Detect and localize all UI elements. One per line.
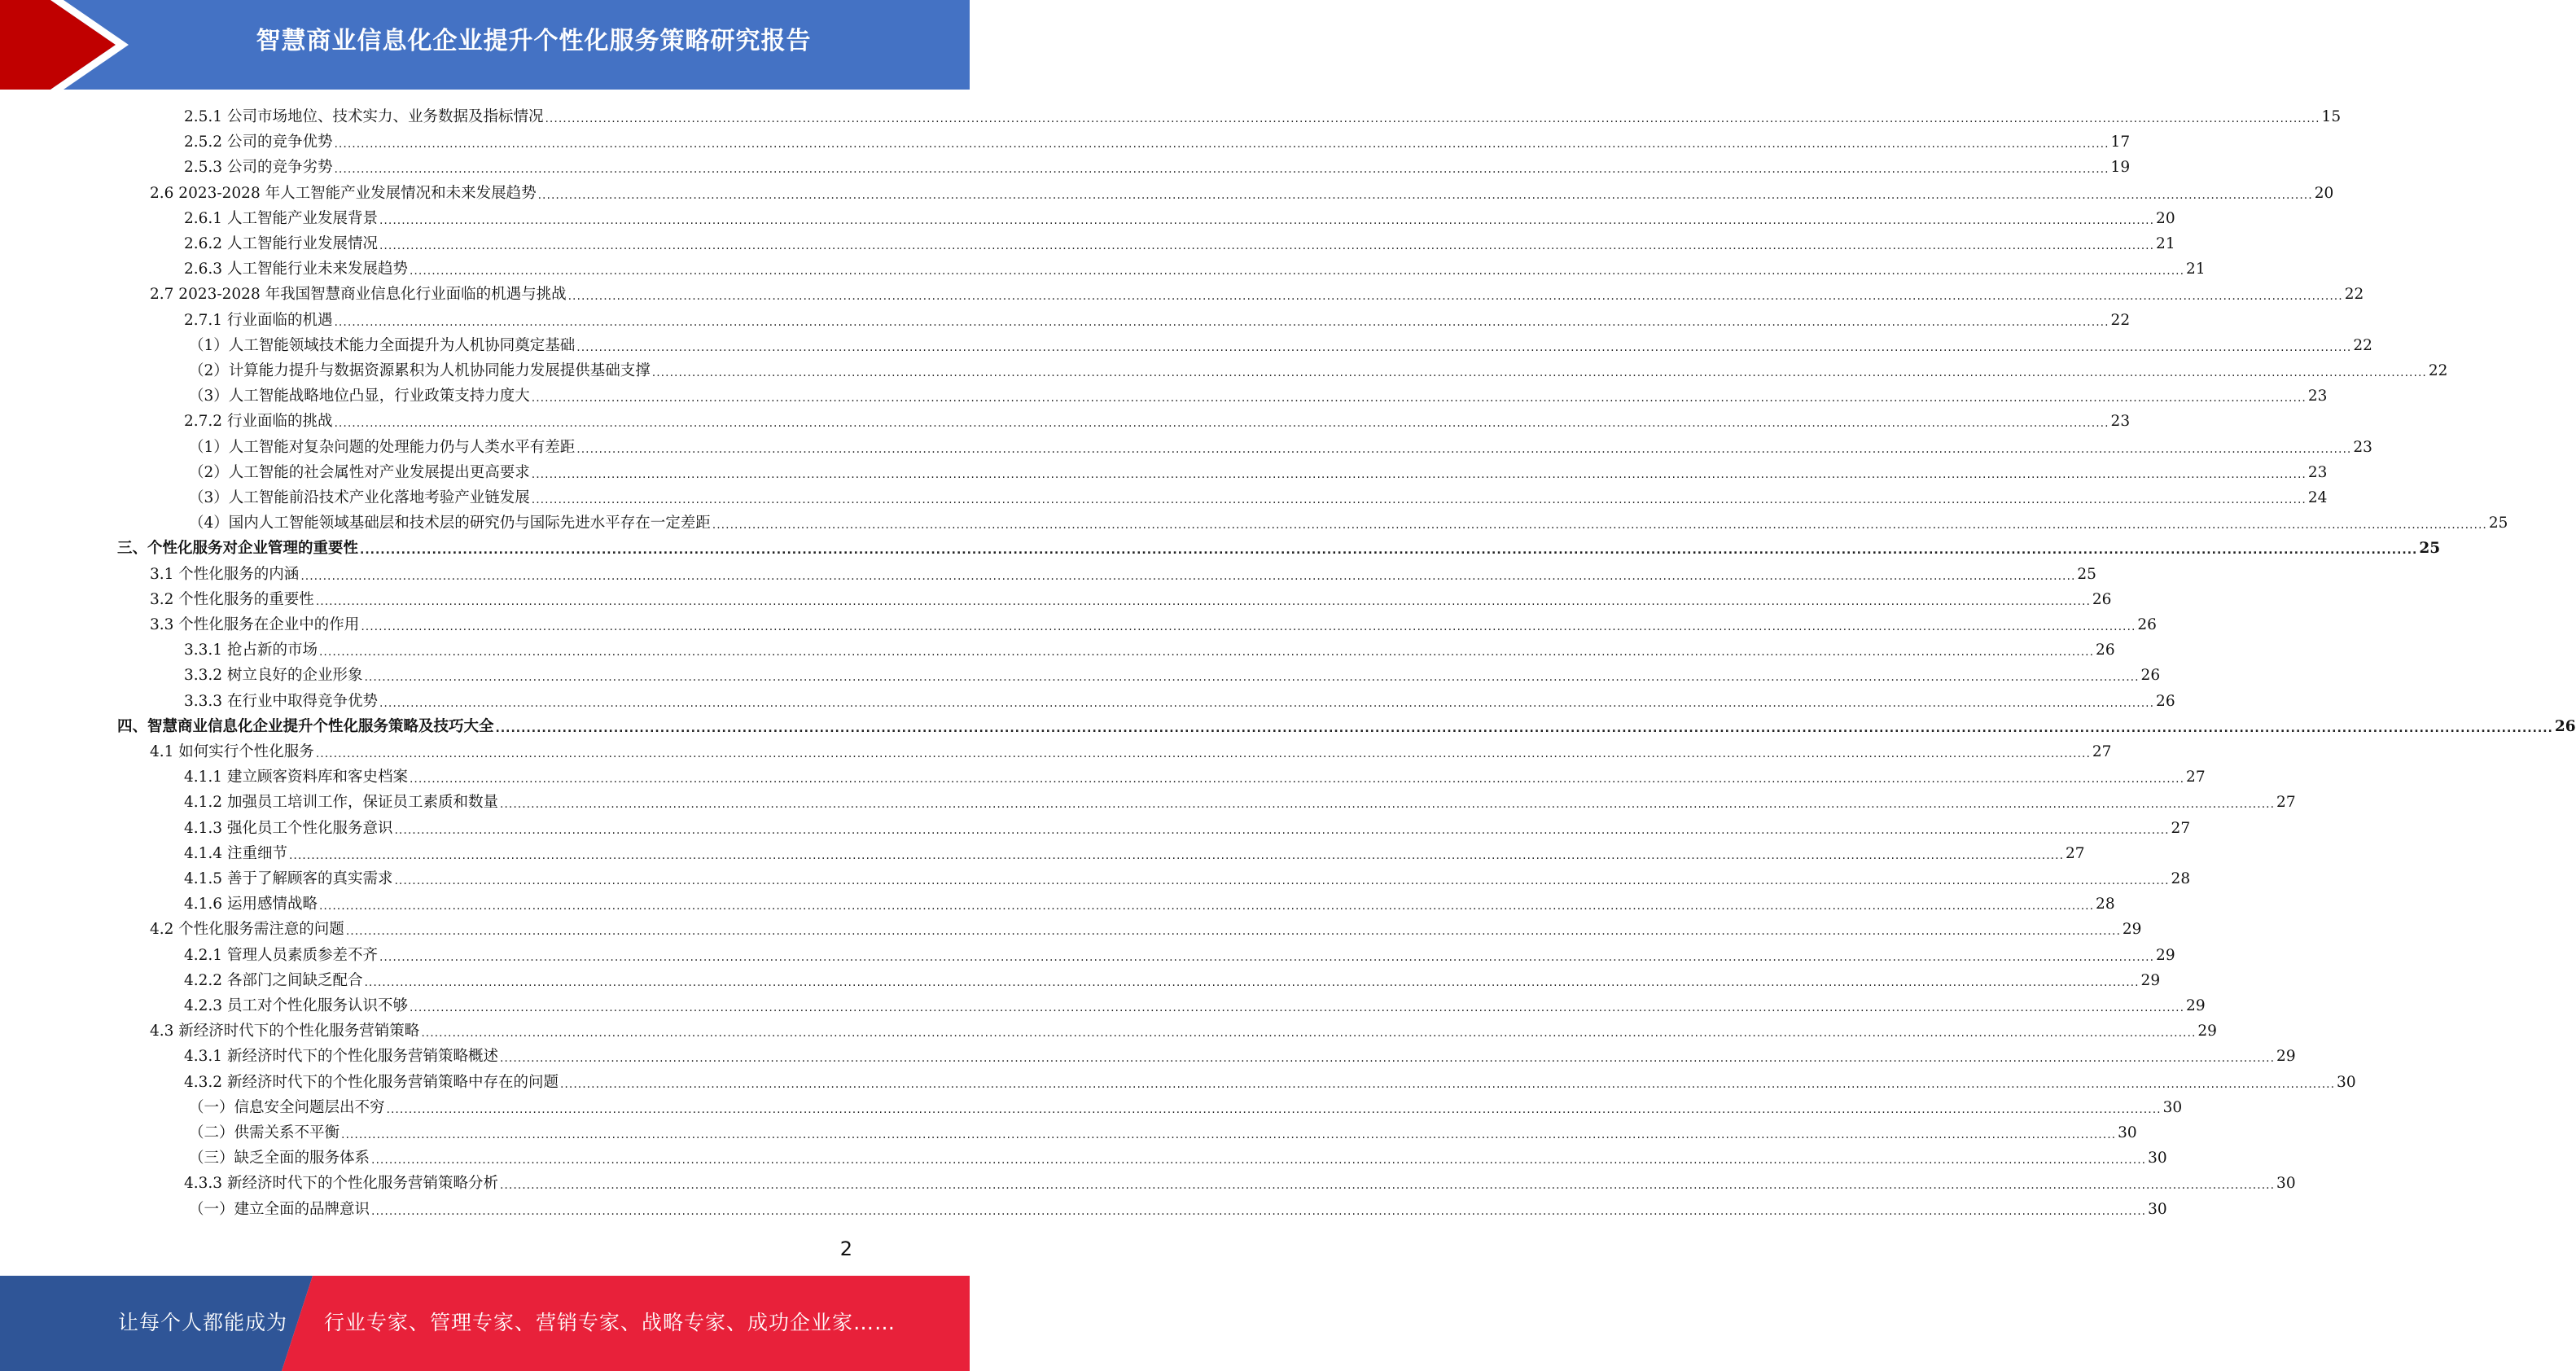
toc-entry-label: 4.2.1 管理人员素质参差不齐 (184, 946, 378, 964)
toc-dot-leader: ................................................................................................................................................................................................................................................................................................................................................................................................................ (531, 467, 2307, 481)
toc-entry-label: 4.1 如何实行个性化服务 (150, 743, 314, 760)
toc-entry-page: 27 (2171, 819, 2191, 837)
toc-entry-page: 26 (2137, 616, 2157, 633)
toc-dot-leader: ................................................................................................................................................................................................................................................................................................................................................................................................................ (499, 1179, 2276, 1193)
toc-dot-leader: ................................................................................................................................................................................................................................................................................................................................................................................................................ (499, 1052, 2276, 1066)
toc-dot-leader: ................................................................................................................................................................................................................................................................................................................................................................................................................ (531, 392, 2307, 405)
toc-dot-leader: ................................................................................................................................................................................................................................................................................................................................................................................................................ (567, 290, 2343, 304)
toc-entry[interactable] (184, 256, 2206, 282)
toc-entry-page: 23 (2307, 388, 2328, 405)
toc-entry-label: 4.3.2 新经济时代下的个性化服务营销策略中存在的问题 (184, 1073, 559, 1091)
toc-entry-page: 30 (2162, 1098, 2183, 1116)
toc-entry-page: 30 (2118, 1124, 2137, 1141)
toc-entry-label: 2.7.2 行业面临的挑战 (184, 413, 333, 431)
toc-entry[interactable] (117, 714, 2576, 739)
toc-entry-label: （三）缺乏全面的服务体系 (189, 1150, 370, 1167)
toc-entry-page: 30 (2148, 1150, 2167, 1167)
toc-dot-leader: ................................................................................................................................................................................................................................................................................................................................................................................................................ (409, 773, 2185, 786)
toc-dot-leader: ................................................................................................................................................................................................................................................................................................................................................................................................................ (345, 925, 2121, 939)
toc-entry[interactable] (189, 510, 2508, 536)
toc-entry[interactable] (184, 231, 2175, 256)
toc-entry[interactable] (184, 308, 2131, 333)
toc-entry[interactable] (184, 409, 2131, 434)
toc-entry-label: （一）信息安全问题层出不穷 (189, 1098, 385, 1116)
toc-entry-label: 2.6 2023-2028 年人工智能产业发展情况和未来发展趋势 (150, 184, 537, 202)
toc-entry-page: 15 (2321, 108, 2342, 125)
toc-entry-page: 27 (2276, 794, 2296, 812)
toc-entry[interactable] (189, 333, 2372, 358)
report-title: 智慧商业信息化企业提升个性化服务策略研究报告 (256, 27, 812, 55)
toc-entry-label: （2）计算能力提升与数据资源累积为人机协同能力发展提供基础支撑 (189, 362, 651, 379)
toc-entry[interactable] (184, 841, 2085, 866)
toc-dot-leader: ................................................................................................................................................................................................................................................................................................................................................................................................................ (360, 544, 2418, 558)
toc-dot-leader: ................................................................................................................................................................................................................................................................................................................................................................................................................ (379, 239, 2155, 252)
toc-dot-leader: ................................................................................................................................................................................................................................................................................................................................................................................................................ (364, 975, 2140, 989)
toc-dot-leader: ................................................................................................................................................................................................................................................................................................................................................................................................................ (300, 569, 2076, 583)
toc-dot-leader: ................................................................................................................................................................................................................................................................................................................................................................................................................ (559, 1077, 2336, 1091)
toc-entry-label: 3.2 个性化服务的重要性 (150, 590, 314, 608)
toc-dot-leader: ................................................................................................................................................................................................................................................................................................................................................................................................................ (394, 874, 2170, 887)
toc-entry-label: （4）国内人工智能领域基础层和技术层的研究仍与国际先进水平存在一定差距 (189, 515, 711, 532)
toc-entry-label: 4.3.3 新经济时代下的个性化服务营销策略分析 (184, 1175, 498, 1193)
toc-entry[interactable] (150, 739, 2112, 764)
toc-entry-page: 29 (2122, 921, 2142, 939)
toc-entry[interactable] (184, 866, 2191, 891)
toc-entry-label: 4.2.3 员工对个性化服务认识不够 (184, 997, 408, 1014)
toc-entry[interactable] (150, 1018, 2217, 1044)
toc-entry-page: 22 (2428, 362, 2448, 379)
toc-dot-leader: ................................................................................................................................................................................................................................................................................................................................................................................................................ (288, 848, 2065, 862)
toc-entry[interactable] (189, 383, 2328, 409)
toc-entry-page: 22 (2110, 311, 2131, 329)
toc-entry-label: 4.1.5 善于了解顾客的真实需求 (184, 870, 393, 887)
toc-entry-label: 4.1.4 注重细节 (184, 844, 287, 862)
toc-dot-leader: ................................................................................................................................................................................................................................................................................................................................................................................................................ (545, 112, 2320, 125)
toc-dot-leader: ................................................................................................................................................................................................................................................................................................................................................................................................................ (394, 823, 2170, 837)
toc-dot-leader: ................................................................................................................................................................................................................................................................................................................................................................................................................ (537, 188, 2313, 202)
toc-entry-page: 26 (2096, 642, 2115, 659)
toc-entry-label: （一）建立全面的品牌意识 (189, 1200, 370, 1218)
toc-entry[interactable] (150, 181, 2334, 206)
toc-entry-page: 30 (2276, 1175, 2296, 1193)
toc-entry[interactable] (184, 1070, 2356, 1095)
toc-entry[interactable] (117, 536, 2441, 561)
toc-dot-leader: ................................................................................................................................................................................................................................................................................................................................................................................................................ (386, 1102, 2162, 1116)
toc-dot-leader: ................................................................................................................................................................................................................................................................................................................................................................................................................ (315, 594, 2091, 608)
toc-entry-page: 29 (2276, 1048, 2296, 1066)
toc-entry-label: 4.1.1 建立顾客资料库和客史档案 (184, 769, 408, 786)
toc-dot-leader: ................................................................................................................................................................................................................................................................................................................................................................................................................ (334, 315, 2109, 329)
toc-entry-label: 4.3.1 新经济时代下的个性化服务营销策略概述 (184, 1048, 498, 1066)
footer-slogan-right: 行业专家、管理专家、营销专家、战略专家、成功企业家…… (324, 1311, 896, 1334)
toc-entry-page: 30 (2337, 1073, 2356, 1091)
toc-entry-label: 4.1.6 运用感情战略 (184, 896, 318, 913)
toc-entry-label: 4.2.2 各部门之间缺乏配合 (184, 971, 363, 989)
toc-dot-leader: ................................................................................................................................................................................................................................................................................................................................................................................................................ (379, 696, 2155, 710)
toc-entry[interactable] (189, 460, 2328, 485)
toc-entry[interactable] (150, 282, 2364, 307)
toc-entry-page: 19 (2110, 159, 2131, 177)
toc-dot-leader: ................................................................................................................................................................................................................................................................................................................................................................................................................ (712, 519, 2487, 532)
toc-dot-leader: ................................................................................................................................................................................................................................................................................................................................................................................................................ (318, 646, 2095, 659)
toc-dot-leader: ................................................................................................................................................................................................................................................................................................................................................................................................................ (341, 1128, 2117, 1141)
toc-entry-page: 26 (2092, 590, 2112, 608)
toc-dot-leader: ................................................................................................................................................................................................................................................................................................................................................................................................................ (379, 950, 2155, 964)
toc-entry-label: 3.3.1 抢占新的市场 (184, 642, 318, 659)
toc-entry[interactable] (184, 968, 2161, 993)
toc-entry-page: 20 (2156, 209, 2175, 227)
toc-dot-leader: ................................................................................................................................................................................................................................................................................................................................................................................................................ (361, 620, 2136, 633)
toc-entry-page: 22 (2353, 336, 2372, 354)
toc-entry[interactable] (184, 790, 2296, 815)
toc-entry-page: 22 (2344, 286, 2364, 304)
toc-entry-label: （二）供需关系不平衡 (189, 1124, 340, 1141)
toc-entry[interactable] (184, 129, 2131, 155)
toc-entry-label: 2.7.1 行业面临的机遇 (184, 311, 333, 329)
toc-entry-label: 3.3.2 树立良好的企业形象 (184, 667, 363, 685)
toc-entry-page: 29 (2186, 997, 2206, 1014)
toc-entry-page: 29 (2140, 971, 2161, 989)
toc-dot-leader: ................................................................................................................................................................................................................................................................................................................................................................................................................ (421, 1027, 2197, 1040)
toc-entry-page: 29 (2197, 1023, 2217, 1040)
toc-entry-page: 28 (2171, 870, 2191, 887)
toc-entry[interactable] (184, 816, 2191, 841)
toc-entry-page: 25 (2419, 540, 2441, 558)
page-number: 2 (839, 1237, 852, 1260)
toc-entry[interactable] (184, 1044, 2296, 1069)
toc-dot-leader: ................................................................................................................................................................................................................................................................................................................................................................................................................ (576, 442, 2352, 456)
toc-entry-label: 四、智慧商业信息化企业提升个性化服务策略及技巧大全 (117, 717, 494, 735)
toc-entry-label: （3）人工智能前沿技术产业化落地考验产业链发展 (189, 489, 530, 506)
toc-dot-leader: ................................................................................................................................................................................................................................................................................................................................................................................................................ (576, 340, 2352, 354)
toc-entry-label: 2.6.2 人工智能行业发展情况 (184, 235, 378, 252)
toc-entry-label: 2.7 2023-2028 年我国智慧商业信息化行业面临的机遇与挑战 (150, 286, 567, 304)
toc-entry-label: （2）人工智能的社会属性对产业发展提出更高要求 (189, 463, 530, 481)
toc-dot-leader: ................................................................................................................................................................................................................................................................................................................................................................................................................ (334, 163, 2109, 177)
toc-entry-page: 30 (2148, 1200, 2167, 1218)
toc-entry-label: 4.1.3 强化员工个性化服务意识 (184, 819, 393, 837)
toc-entry-label: 2.5.3 公司的竞争劣势 (184, 159, 333, 177)
toc-entry-label: 4.1.2 加强员工培训工作，保证员工素质和数量 (184, 794, 498, 812)
toc-entry[interactable] (189, 485, 2328, 510)
toc-dot-leader: ................................................................................................................................................................................................................................................................................................................................................................................................................ (409, 265, 2185, 278)
toc-entry[interactable] (184, 155, 2131, 180)
toc-entry-label: （1）人工智能对复杂问题的处理能力仍与人类水平有差距 (189, 438, 576, 456)
toc-entry-page: 28 (2096, 896, 2115, 913)
toc-entry[interactable] (184, 1171, 2296, 1196)
toc-dot-leader: ................................................................................................................................................................................................................................................................................................................................................................................................................ (379, 213, 2155, 227)
toc-entry[interactable] (150, 562, 2096, 587)
toc-entry[interactable] (189, 1095, 2183, 1120)
toc-entry-page: 25 (2077, 565, 2096, 583)
toc-entry[interactable] (150, 612, 2157, 637)
toc-entry-page: 27 (2092, 743, 2112, 760)
toc-entry-label: 4.3 新经济时代下的个性化服务营销策略 (150, 1023, 420, 1040)
page-header (0, 0, 970, 90)
toc-entry-page: 26 (2156, 692, 2175, 710)
toc-entry-label: 2.5.1 公司市场地位、技术实力、业务数据及指标情况 (184, 108, 544, 125)
toc-entry-label: （3）人工智能战略地位凸显，行业政策支持力度大 (189, 388, 530, 405)
toc-entry[interactable] (184, 637, 2115, 663)
toc-entry-page: 24 (2307, 489, 2328, 506)
toc-dot-leader: ................................................................................................................................................................................................................................................................................................................................................................................................................ (334, 417, 2109, 431)
toc-dot-leader: ................................................................................................................................................................................................................................................................................................................................................................................................................ (499, 798, 2276, 812)
toc-entry-page: 26 (2140, 667, 2161, 685)
toc-entry-label: 3.3.3 在行业中取得竞争优势 (184, 692, 378, 710)
toc-dot-leader: ................................................................................................................................................................................................................................................................................................................................................................................................................ (371, 1154, 2147, 1167)
page-footer (0, 1276, 970, 1371)
toc-entry[interactable] (184, 764, 2206, 790)
toc-entry[interactable] (189, 1145, 2167, 1171)
toc-dot-leader: ................................................................................................................................................................................................................................................................................................................................................................................................................ (651, 366, 2427, 379)
toc-entry[interactable] (189, 1197, 2167, 1222)
toc-entry-page: 27 (2186, 769, 2206, 786)
toc-entry-page: 23 (2110, 413, 2131, 431)
toc-entry[interactable] (150, 587, 2112, 612)
toc-dot-leader: ................................................................................................................................................................................................................................................................................................................................................................................................................ (334, 138, 2109, 151)
toc-entry-label: 2.5.2 公司的竞争优势 (184, 134, 333, 151)
toc-entry[interactable] (184, 663, 2161, 688)
toc-entry-label: 三、个性化服务对企业管理的重要性 (117, 540, 359, 558)
toc-entry-label: 3.1 个性化服务的内涵 (150, 565, 300, 583)
toc-entry-page: 20 (2314, 184, 2334, 202)
toc-entry[interactable] (184, 943, 2175, 968)
toc-entry-label: （1）人工智能领域技术能力全面提升为人机协同奠定基础 (189, 336, 576, 354)
toc-entry[interactable] (184, 689, 2175, 714)
toc-entry-page: 29 (2156, 946, 2175, 964)
toc-entry-page: 17 (2110, 134, 2131, 151)
toc-entry[interactable] (189, 1120, 2137, 1145)
toc-dot-leader: ................................................................................................................................................................................................................................................................................................................................................................................................................ (318, 900, 2095, 913)
toc-entry-page: 21 (2156, 235, 2175, 252)
toc-entry[interactable] (184, 104, 2342, 129)
toc-dot-leader: ................................................................................................................................................................................................................................................................................................................................................................................................................ (364, 671, 2140, 685)
toc-dot-leader: ................................................................................................................................................................................................................................................................................................................................................................................................................ (531, 493, 2307, 506)
toc-entry-label: 3.3 个性化服务在企业中的作用 (150, 616, 360, 633)
toc-dot-leader: ................................................................................................................................................................................................................................................................................................................................................................................................................ (409, 1001, 2185, 1014)
toc-entry[interactable] (189, 435, 2372, 460)
toc-entry-label: 4.2 个性化服务需注意的问题 (150, 921, 344, 939)
toc-entry[interactable] (189, 358, 2448, 383)
toc-dot-leader: ................................................................................................................................................................................................................................................................................................................................................................................................................ (371, 1204, 2147, 1218)
toc-entry[interactable] (184, 891, 2115, 917)
toc-entry-page: 23 (2307, 463, 2328, 481)
toc-dot-leader: ................................................................................................................................................................................................................................................................................................................................................................................................................ (315, 747, 2091, 760)
toc-entry-page: 21 (2186, 261, 2206, 278)
toc-entry-page: 25 (2488, 515, 2508, 532)
toc-entry-page: 23 (2353, 438, 2372, 456)
footer-slogan-left: 让每个人都能成为 (118, 1311, 288, 1334)
toc-entry[interactable] (184, 206, 2175, 231)
toc-entry[interactable] (150, 917, 2142, 942)
toc-entry[interactable] (184, 993, 2206, 1018)
toc-entry-label: 2.6.3 人工智能行业未来发展趋势 (184, 261, 408, 278)
toc-dot-leader: ................................................................................................................................................................................................................................................................................................................................................................................................................ (495, 721, 2553, 735)
toc-entry-page: 27 (2066, 844, 2085, 862)
toc-entry-page: 26 (2554, 717, 2576, 735)
toc-entry-label: 2.6.1 人工智能产业发展背景 (184, 209, 378, 227)
